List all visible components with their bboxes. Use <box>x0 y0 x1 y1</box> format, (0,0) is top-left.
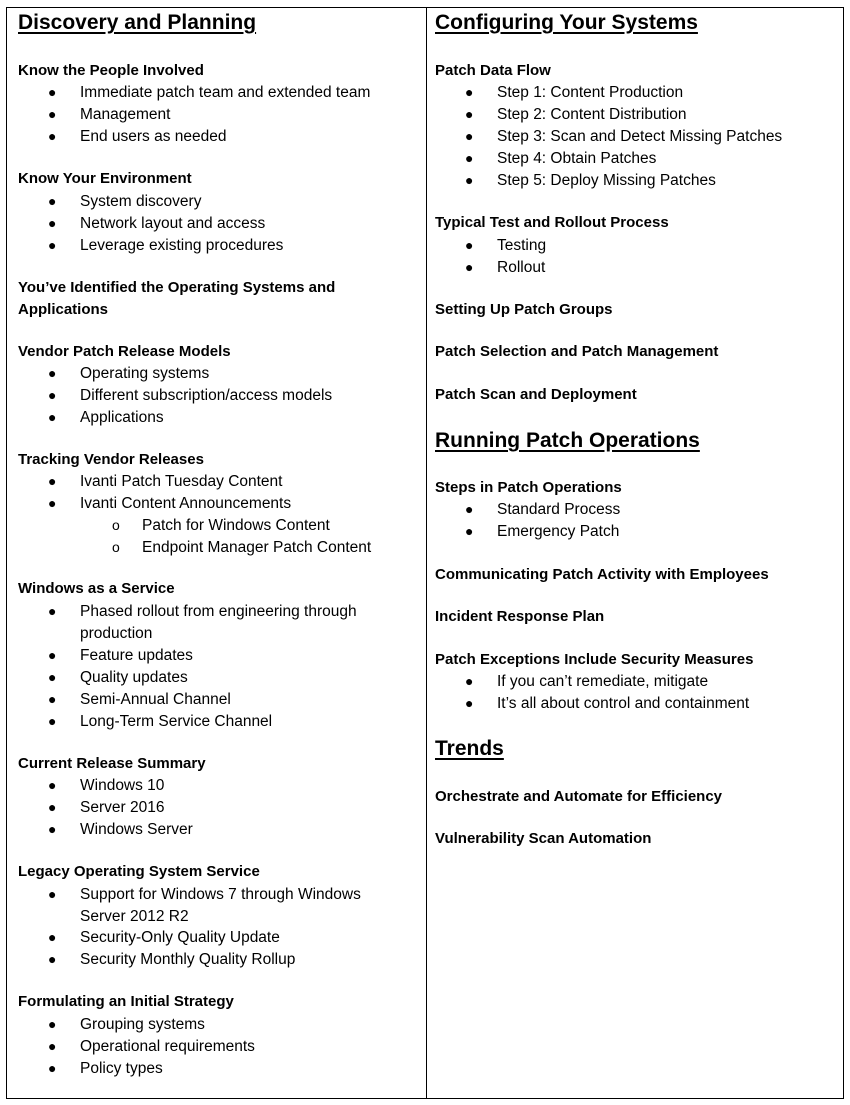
section-title: Windows as a Service <box>18 580 175 597</box>
bullet: ● <box>48 1060 57 1076</box>
section-title: Vulnerability Scan Automation <box>435 830 652 847</box>
list-item: Emergency Patch <box>497 523 620 540</box>
list-item: Ivanti Patch Tuesday Content <box>80 473 283 490</box>
section-title: Formulating an Initial Strategy <box>18 993 234 1010</box>
list-item: Standard Process <box>497 501 621 518</box>
document-page <box>6 7 844 1099</box>
section-title: Setting Up Patch Groups <box>435 301 613 318</box>
section-title: Typical Test and Rollout Process <box>435 214 669 231</box>
heading-configuring-systems: Configuring Your Systems <box>435 11 698 34</box>
section-title: Current Release Summary <box>18 755 206 772</box>
bullet: ● <box>48 929 57 945</box>
bullet: ● <box>48 1016 57 1032</box>
list-item: Immediate patch team and extended team <box>80 84 371 101</box>
list-item: Operational requirements <box>80 1038 255 1055</box>
bullet: ● <box>48 215 57 231</box>
bullet: ● <box>48 193 57 209</box>
bullet: ● <box>48 409 57 425</box>
list-item: Different subscription/access models <box>80 387 333 404</box>
list-item: Step 5: Deploy Missing Patches <box>497 172 716 189</box>
list-item-continued: production <box>80 625 153 642</box>
bullet: ● <box>48 1038 57 1054</box>
section-title: Orchestrate and Automate for Efficiency <box>435 788 723 805</box>
column-divider <box>426 8 427 1098</box>
bullet: ● <box>465 523 474 539</box>
section-title: Patch Selection and Patch Management <box>435 343 719 360</box>
section-title-continued: Applications <box>18 301 109 318</box>
section-title: You’ve Identified the Operating Systems and <box>18 279 336 296</box>
section-title: Know the People Involved <box>18 62 204 79</box>
heading-trends: Trends <box>435 737 504 760</box>
bullet: ● <box>48 237 57 253</box>
bullet: ● <box>48 951 57 967</box>
list-item: Phased rollout from engineering through <box>80 603 357 620</box>
list-item: Security-Only Quality Update <box>80 929 280 946</box>
sub-list-item: Patch for Windows Content <box>142 517 330 534</box>
bullet: ● <box>48 495 57 511</box>
list-item-continued: Server 2012 R2 <box>80 908 189 925</box>
list-item: Step 4: Obtain Patches <box>497 150 657 167</box>
heading-running-patch-operations: Running Patch Operations <box>435 429 700 452</box>
list-item: Ivanti Content Announcements <box>80 495 292 512</box>
bullet: ● <box>48 365 57 381</box>
list-item: Leverage existing procedures <box>80 237 284 254</box>
bullet: ● <box>465 259 474 275</box>
list-item: Applications <box>80 409 164 426</box>
list-item: Network layout and access <box>80 215 266 232</box>
bullet: ● <box>48 128 57 144</box>
list-item: Management <box>80 106 171 123</box>
list-item: Rollout <box>497 259 546 276</box>
bullet: ● <box>48 886 57 902</box>
list-item: Step 1: Content Production <box>497 84 684 101</box>
section-title: Steps in Patch Operations <box>435 479 622 496</box>
section-title: Patch Scan and Deployment <box>435 386 637 403</box>
list-item: Grouping systems <box>80 1016 205 1033</box>
bullet: ● <box>48 387 57 403</box>
sub-bullet: o <box>112 539 120 555</box>
list-item: Testing <box>497 237 547 254</box>
bullet: ● <box>465 106 474 122</box>
section-title: Know Your Environment <box>18 170 192 187</box>
section-title: Tracking Vendor Releases <box>18 451 204 468</box>
bullet: ● <box>48 777 57 793</box>
bullet: ● <box>48 821 57 837</box>
list-item: Policy types <box>80 1060 163 1077</box>
list-item: System discovery <box>80 193 202 210</box>
section-title: Patch Exceptions Include Security Measures <box>435 651 754 668</box>
list-item: Server 2016 <box>80 799 165 816</box>
list-item: Feature updates <box>80 647 193 664</box>
list-item: End users as needed <box>80 128 227 145</box>
list-item: Support for Windows 7 through Windows <box>80 886 361 903</box>
bullet: ● <box>465 237 474 253</box>
bullet: ● <box>465 150 474 166</box>
list-item: Semi-Annual Channel <box>80 691 231 708</box>
bullet: ● <box>48 713 57 729</box>
list-item: Security Monthly Quality Rollup <box>80 951 296 968</box>
bullet: ● <box>465 695 474 711</box>
list-item: Step 2: Content Distribution <box>497 106 687 123</box>
section-title: Incident Response Plan <box>435 608 605 625</box>
list-item: Windows 10 <box>80 777 165 794</box>
bullet: ● <box>48 647 57 663</box>
list-item: Long-Term Service Channel <box>80 713 273 730</box>
bullet: ● <box>48 106 57 122</box>
list-item: Step 3: Scan and Detect Missing Patches <box>497 128 783 145</box>
bullet: ● <box>465 673 474 689</box>
bullet: ● <box>48 799 57 815</box>
list-item: If you can’t remediate, mitigate <box>497 673 709 690</box>
bullet: ● <box>48 669 57 685</box>
section-title: Vendor Patch Release Models <box>18 343 231 360</box>
heading-discovery-planning: Discovery and Planning <box>18 11 257 34</box>
list-item: Operating systems <box>80 365 210 382</box>
section-title: Legacy Operating System Service <box>18 863 260 880</box>
bullet: ● <box>465 501 474 517</box>
sub-list-item: Endpoint Manager Patch Content <box>142 539 372 556</box>
bullet: ● <box>465 128 474 144</box>
bullet: ● <box>48 473 57 489</box>
list-item: It’s all about control and containment <box>497 695 750 712</box>
bullet: ● <box>48 603 57 619</box>
section-title: Patch Data Flow <box>435 62 551 79</box>
list-item: Windows Server <box>80 821 193 838</box>
list-item: Quality updates <box>80 669 188 686</box>
section-title: Communicating Patch Activity with Employees <box>435 566 769 583</box>
bullet: ● <box>48 691 57 707</box>
sub-bullet: o <box>112 517 120 533</box>
bullet: ● <box>465 172 474 188</box>
bullet: ● <box>48 84 57 100</box>
bullet: ● <box>465 84 474 100</box>
